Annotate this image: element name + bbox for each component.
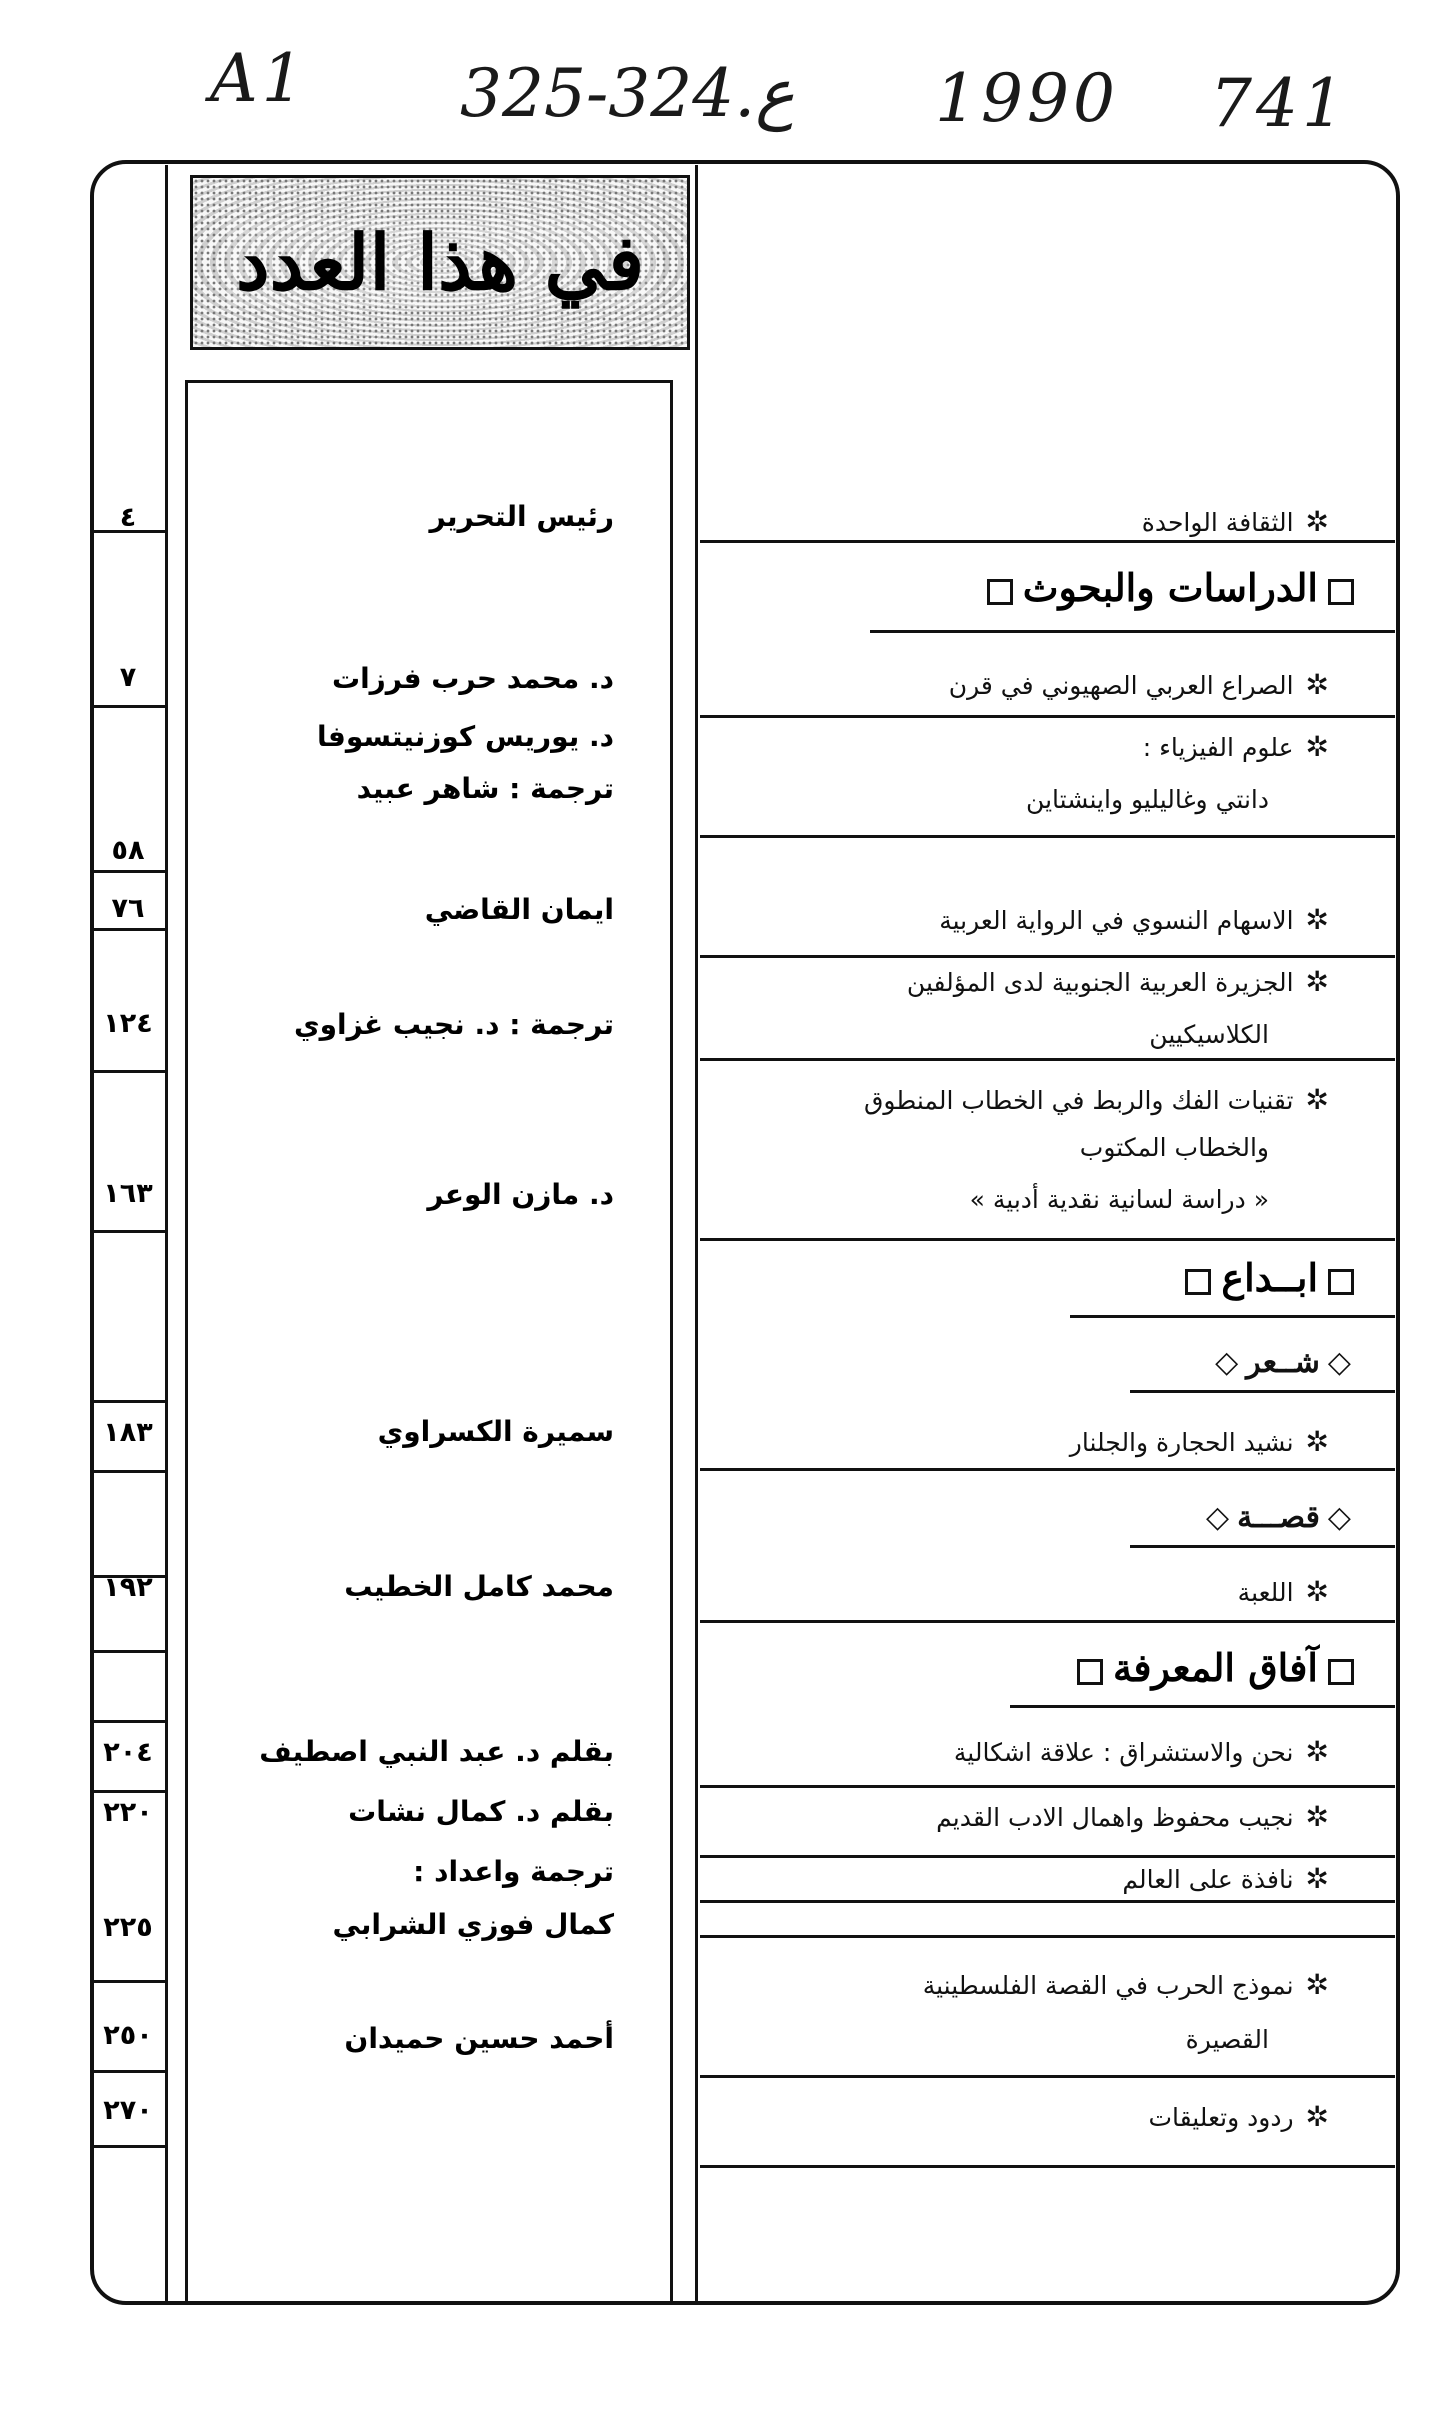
toc-title: ✲نافذة على العالم (1122, 1862, 1329, 1895)
page-divider (90, 928, 168, 931)
toc-title: ✲ردود وتعليقات (1148, 2100, 1329, 2133)
title-divider (700, 1900, 1395, 1903)
toc-page-number: ١٦٣ (103, 1178, 153, 1209)
title-divider (700, 1620, 1395, 1623)
page-divider (90, 2070, 168, 2073)
section-underline (1130, 1390, 1395, 1393)
gear-bullet-icon: ✲ (1305, 1083, 1329, 1116)
title-divider (700, 1935, 1395, 1938)
subsection-heading-story (1198, 1500, 1359, 1535)
toc-page-number: ١٨٣ (103, 1417, 153, 1448)
page-divider (90, 870, 168, 873)
page-divider (90, 2145, 168, 2148)
toc-author: بقلم د. عبد النبي اصطيف (259, 1735, 614, 1768)
handwritten-year: 1990 (935, 60, 1119, 137)
gear-bullet-icon: ✲ (1305, 903, 1329, 936)
title-divider (700, 1238, 1395, 1241)
toc-author: ترجمة : شاهر عبيد (356, 772, 614, 805)
author-box-top (185, 380, 673, 383)
handwritten-num: 741 (1210, 65, 1348, 142)
section-label: الدراسات والبحوث (1022, 565, 1318, 610)
toc-page-number: ٥٨ (111, 835, 145, 866)
title-divider (700, 715, 1395, 718)
title-divider (700, 1468, 1395, 1471)
page-divider (90, 1070, 168, 1073)
toc-author: ايمان القاضي (424, 893, 614, 926)
title-divider (700, 1855, 1395, 1858)
section-heading-studies (977, 565, 1364, 610)
page-divider (90, 1980, 168, 1983)
toc-author: سميرة الكسراوي (377, 1415, 614, 1448)
toc-page-number: ٤ (119, 502, 137, 533)
author-column-left-divider (185, 380, 188, 2305)
toc-author: بقلم د. كمال نشات (348, 1795, 614, 1828)
toc-author: ترجمة واعداد : (413, 1855, 614, 1888)
page-divider (90, 1230, 168, 1233)
toc-title-continued: والخطاب المكتوب (1079, 1133, 1269, 1162)
toc-title: ✲نموذج الحرب في القصة الفلسطينية (922, 1968, 1329, 2001)
toc-author: محمد كامل الخطيب (344, 1570, 614, 1603)
toc-title: ✲تقنيات الفك والربط في الخطاب المنطوق (864, 1083, 1329, 1116)
title-divider (700, 1785, 1395, 1788)
toc-page-number: ٢٢٠ (103, 1797, 153, 1828)
gear-bullet-icon: ✲ (1305, 2100, 1329, 2133)
toc-author: د. محمد حرب فرزات (331, 662, 614, 695)
gear-bullet-icon: ✲ (1305, 668, 1329, 701)
toc-page-number: ١٩٢ (103, 1572, 153, 1603)
square-box-icon (1328, 579, 1354, 605)
gear-bullet-icon: ✲ (1305, 730, 1329, 763)
section-label: ابــداع (1221, 1255, 1318, 1300)
toc-title-continued: « دراسة لسانية نقدية أدبية » (969, 1185, 1269, 1214)
page-divider (90, 1470, 168, 1473)
toc-title: ✲نحن والاستشراق : علاقة اشكالية (953, 1735, 1329, 1768)
toc-title-continued: القصيرة (1185, 2025, 1269, 2054)
gear-bullet-icon: ✲ (1305, 1800, 1329, 1833)
title-divider (700, 540, 1395, 543)
title-column-divider (695, 165, 698, 2305)
title-divider (700, 2075, 1395, 2078)
gear-bullet-icon: ✲ (1305, 1862, 1329, 1895)
square-box-icon (1185, 1269, 1211, 1295)
gear-bullet-icon: ✲ (1305, 1575, 1329, 1608)
title-divider (700, 1058, 1395, 1061)
handwritten-ref: 325-324.ع (460, 55, 795, 132)
handwritten-code: A1 (210, 40, 308, 117)
section-underline (1010, 1705, 1395, 1708)
toc-page-number: ٧٦ (111, 893, 145, 924)
diamond-icon: ◇ (1327, 1345, 1351, 1380)
toc-title: ✲الثقافة الواحدة (1141, 505, 1329, 538)
title-divider (700, 955, 1395, 958)
gear-bullet-icon: ✲ (1305, 1735, 1329, 1768)
page-divider (90, 1650, 168, 1653)
square-box-icon (987, 579, 1013, 605)
toc-title: ✲نجيب محفوظ واهمال الادب القديم (936, 1800, 1329, 1833)
square-box-icon (1328, 1269, 1354, 1295)
gear-bullet-icon: ✲ (1305, 1425, 1329, 1458)
toc-author: كمال فوزي الشرابي (332, 1908, 614, 1941)
toc-author: ترجمة : د. نجيب غزاوي (293, 1008, 614, 1041)
toc-title: ✲الاسهام النسوي في الرواية العربية (939, 903, 1329, 936)
gear-bullet-icon: ✲ (1305, 1968, 1329, 2001)
toc-author: د. مازن الوعر (427, 1178, 614, 1211)
author-column-right-divider (670, 380, 673, 2305)
square-box-icon (1077, 1659, 1103, 1685)
section-underline (1070, 1315, 1395, 1318)
subsection-label: شــعر (1246, 1345, 1320, 1380)
title-divider (700, 835, 1395, 838)
subsection-label: قصـــة (1237, 1500, 1320, 1535)
section-underline (870, 630, 1395, 633)
toc-title: ✲الصراع العربي الصهيوني في قرن (948, 668, 1329, 701)
square-box-icon (1328, 1659, 1354, 1685)
diamond-icon: ◇ (1327, 1500, 1351, 1535)
page-divider (90, 1790, 168, 1793)
gear-bullet-icon: ✲ (1305, 505, 1329, 538)
toc-page-number: ٢٠٤ (103, 1737, 153, 1768)
toc-page-number: ٧ (119, 662, 137, 693)
issue-contents-badge (190, 175, 690, 350)
page-divider (90, 1720, 168, 1723)
page-divider (90, 705, 168, 708)
toc-title: ✲علوم الفيزياء : (1142, 730, 1329, 763)
diamond-icon: ◇ (1215, 1345, 1239, 1380)
diamond-icon: ◇ (1206, 1500, 1230, 1535)
toc-title: ✲اللعبة (1237, 1575, 1329, 1608)
gear-bullet-icon: ✲ (1305, 965, 1329, 998)
toc-author: أحمد حسين حميدان (344, 2022, 614, 2055)
section-underline (1130, 1545, 1395, 1548)
toc-page-number: ٢٢٥ (103, 1912, 153, 1943)
toc-title-continued: الكلاسيكيين (1149, 1020, 1269, 1049)
toc-title-continued: دانتي وغاليليو واينشتاين (1026, 785, 1269, 814)
toc-title: ✲نشيد الحجارة والجلنار (1069, 1425, 1329, 1458)
toc-page-number: ١٢٤ (103, 1008, 153, 1039)
issue-contents-title: في هذا العدد (226, 218, 654, 307)
page-divider (90, 1400, 168, 1403)
page-number-column-divider (165, 165, 168, 2305)
toc-page-number: ٢٧٠ (103, 2095, 153, 2126)
toc-author: د. يوريس كوزنيتسوفا (316, 720, 614, 753)
subsection-heading-poetry (1207, 1345, 1359, 1380)
title-divider (700, 2165, 1395, 2168)
section-heading-horizons (1067, 1645, 1364, 1690)
toc-page-number: ٢٥٠ (103, 2020, 153, 2051)
section-label: آفاق المعرفة (1113, 1645, 1318, 1690)
section-heading-creativity (1175, 1255, 1364, 1300)
toc-author: رئيس التحرير (429, 500, 614, 533)
toc-title: ✲الجزيرة العربية الجنوبية لدى المؤلفين (906, 965, 1329, 998)
